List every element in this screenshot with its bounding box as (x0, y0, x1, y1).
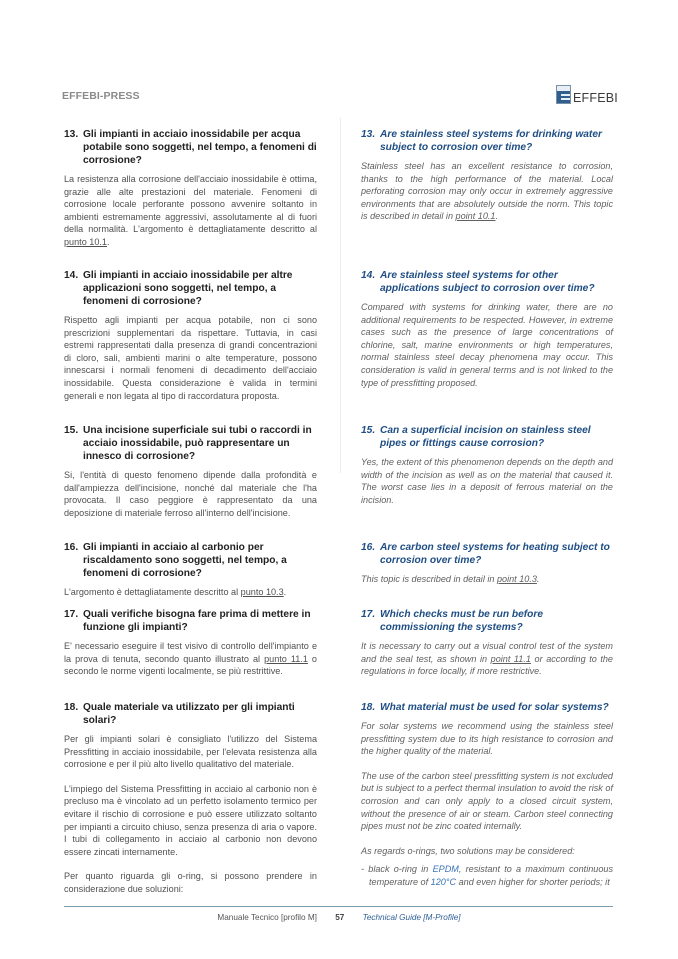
answer-paragraph: Yes, the extent of this phenomenon depends on the depth and width of the incision as well as on the material that caused it. The worst case lies in a deposit of ferrous material on the incision. (361, 457, 613, 505)
answer-paragraph: L'argomento è dettagliatamente descritto al punto 10.3. (64, 587, 287, 597)
faq-en-15 (361, 424, 613, 506)
answer-paragraph: Compared with systems for drinking water, there are no additional requirements to be respected. However, in extreme cases such as the presence of large concentrations of chlorine, salt, marine environments or high temperatures, normal stainless steel decay phenomena may occur. This consideration is valid in general terms and is not linked to the type of pressfitting proposed. (361, 302, 613, 388)
page-number: 57 (335, 913, 345, 922)
faq-it-16 (64, 541, 317, 599)
question-heading: 15. Una incisione superficiale sui tubi o raccordi in acciaio inossidabile, può rappresentare un innesco di corrosione? (64, 425, 312, 462)
faq-en-17 (361, 608, 613, 678)
footer-rule (64, 906, 613, 907)
effebi-logo-icon (556, 85, 572, 105)
faq-it-15 (64, 424, 317, 519)
question-heading: 15. Can a superficial incision on stainless steel pipes or fittings cause corrosion? (361, 425, 591, 449)
answer-paragraph: For solar systems we recommend using the stainless steel pressfitting system due to its high resistance to corrosion and the higher quality of the material. (361, 721, 613, 757)
logo-text: EFFEBI (573, 91, 618, 105)
link-point-10-3[interactable]: point 10.3 (496, 574, 537, 584)
faq-en-13 (361, 128, 613, 223)
faq-en-16 (361, 541, 613, 586)
bullet-item-epdm: - black o-ring in EPDM, resistant to a maximum continuous temperature of 120°C and even higher for shorter periods; it (361, 864, 613, 887)
answer-paragraph: It is necessary to carry out a visual control test of the system and the seal test, as shown in point 11.1 or according to the regulations in force locally, if more restrictive. (361, 641, 613, 677)
faq-it-18 (64, 701, 317, 896)
answer-paragraph: Per quanto riguarda gli o-ring, si possono prendere in considerazione due soluzioni: (64, 871, 317, 894)
link-punto-10-3[interactable]: punto 10.3 (240, 587, 284, 597)
question-heading: 14. Are stainless steel systems for other applications subject to corrosion over time? (361, 270, 595, 294)
publisher-name: EFFEBI-PRESS (62, 90, 140, 102)
footer-italian-title: Manuale Tecnico [profilo M] (217, 913, 317, 922)
question-heading: 16. Gli impianti in acciaio al carbonio per riscaldamento sono soggetti, nel tempo, a fenomeni di corrosione? (64, 542, 287, 579)
link-point-11-1[interactable]: point 11.1 (490, 653, 531, 664)
answer-paragraph: L'impiego del Sistema Pressfitting in acciaio al carbonio non è precluso ma è vincolato ad un perfetto isolamento termico per evitare il rischio di corrosione e può essere utilizzato soltanto per impianti a circuito chiuso, senza presenza di aria o vapore. I tubi di collegamento in acciaio al carbonio non devono essere zincati internamente. (64, 783, 317, 857)
link-point-10-1[interactable]: point 10.1 (455, 211, 496, 222)
column-divider (340, 118, 341, 473)
answer-paragraph: Stainless steel has an excellent resistance to corrosion, thanks to the high performance of the material. Local perforating corrosion may only occur in extremely aggressive environments that are absolutely outside the norm. This topic is described in detail in point 10.1. (361, 161, 613, 222)
page-footer (0, 913, 678, 922)
answer-paragraph: La resistenza alla corrosione dell'acciaio inossidabile è ottima, grazie alle alte prestazioni del materiale. Fenomeni di corrosione locale perforante possono avvenire soltanto in ambienti estremamente aggressivi, assolutamente al di fuori della normalità. L'argomento è dettagliatamente descritto al punto 10.1. (64, 174, 317, 247)
question-heading: 18. Quale materiale va utilizzato per gli impianti solari? (64, 702, 295, 726)
link-punto-11-1[interactable]: punto 11.1 (264, 653, 308, 664)
question-heading: 18. What material must be used for solar systems? (361, 702, 609, 713)
footer-english-title: Technical Guide [M-Profile] (362, 913, 461, 922)
answer-paragraph: E' necessario eseguire il test visivo di controllo dell'impianto e la prova di tenuta, secondo quanto illustrato al punto 11.1 o secondo le norme vigenti localmente, se più restrittive. (64, 641, 317, 677)
link-punto-10-1[interactable]: punto 10.1 (64, 236, 107, 247)
answer-paragraph: Si, l'entità di questo fenomeno dipende dalla profondità e dall'ampiezza dell'incisione, nonché dal materiale che l'ha provocata. Il caso peggiore è rappresentato da una deposizione di materiale ferroso all'interno dell'incisione. (64, 470, 317, 518)
faq-it-17 (64, 608, 317, 678)
faq-it-13 (64, 128, 317, 249)
question-heading: 17. Quali verifiche bisogna fare prima di mettere in funzione gli impianti? (64, 609, 311, 633)
question-heading: 14. Gli impianti in acciaio inossidabile per altre applicazioni sono soggetti, nel tempo, a fenomeni di corrosione? (64, 270, 293, 307)
answer-paragraph: As regards o-rings, two solutions may be considered: (361, 845, 575, 856)
faq-en-14 (361, 269, 613, 389)
question-heading: 13. Are stainless steel systems for drinking water subject to corrosion over time? (361, 129, 602, 153)
question-heading: 16. Are carbon steel systems for heating subject to corrosion over time? (361, 542, 610, 566)
effebi-logo (556, 81, 618, 105)
faq-en-18 (361, 701, 613, 889)
answer-paragraph: Rispetto agli impianti per acqua potabile, non ci sono prescrizioni supplementari da rispettare. Tuttavia, in casi estremi rappresentati dalla presenza di grandi concentrazioni di cloro, sali, ambienti marini o alte temperature, possono innescarsi i normali fenomeni di decadimento dell'acciaio inossidabile. Questa considerazione è valida in termini generali e non legata al tipo di raccordatura proposta. (64, 315, 317, 401)
question-heading: 13. Gli impianti in acciaio inossidabile per acqua potabile sono soggetti, nel tempo, a fenomeni di corrosione? (64, 129, 317, 166)
answer-paragraph: The use of the carbon steel pressfitting system is not excluded but is subject to a perfect thermal insulation to avoid the risk of corrosion and can only apply to a closed circuit system, without the presence of air or steam. Carbon steel connecting pipes must not be zinc coated internally. (361, 770, 613, 832)
answer-paragraph: This topic is described in detail in point 10.3. (361, 574, 540, 584)
answer-paragraph: Per gli impianti solari è consigliato l'utilizzo del Sistema Pressfitting in acciaio inossidabile, per l'elevata resistenza alla corrosione e per il più alto livello qualitativo del materiale. (64, 734, 317, 770)
question-heading: 17. Which checks must be run before commissioning the systems? (361, 609, 544, 633)
faq-it-14 (64, 269, 317, 402)
